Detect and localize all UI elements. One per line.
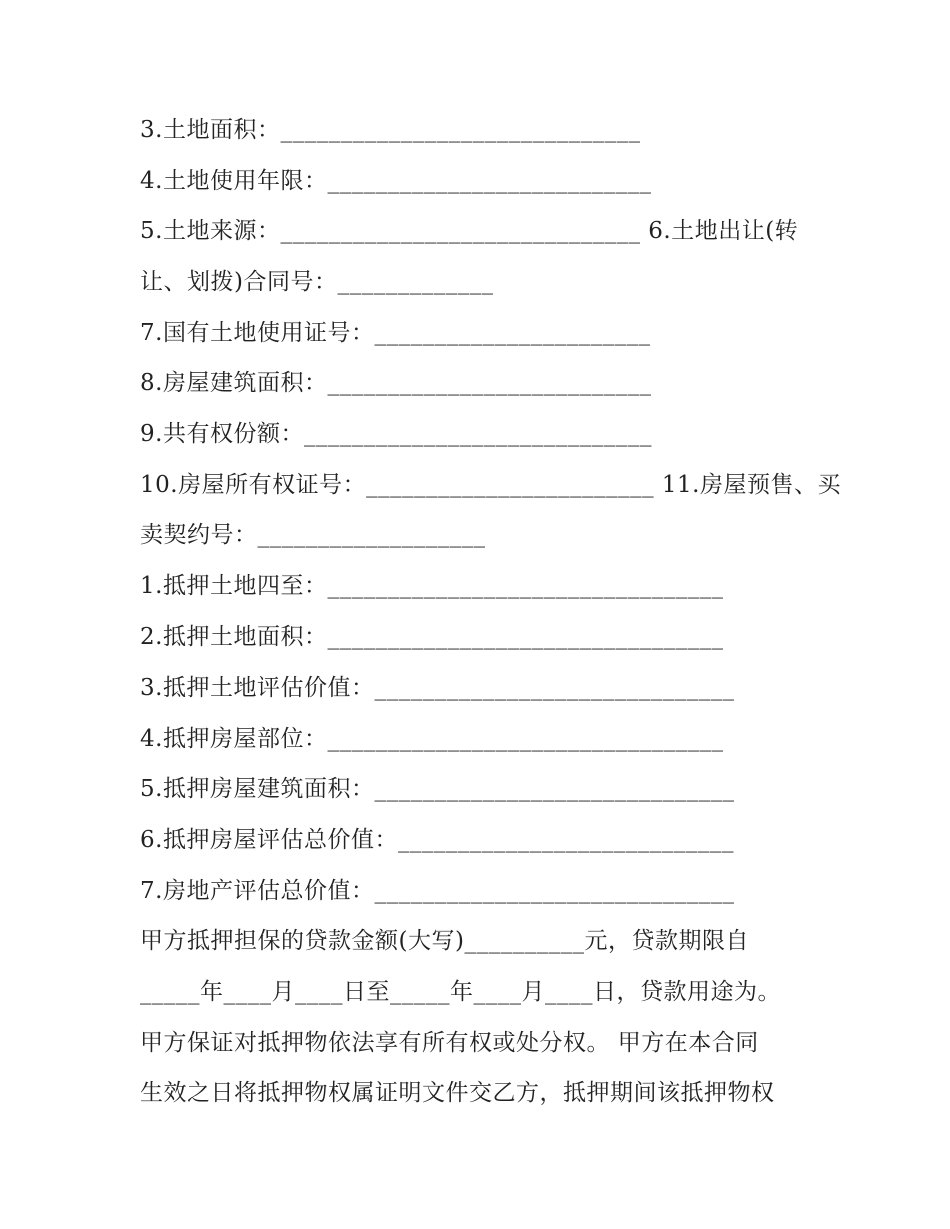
fill-blank: _________________________________ — [327, 726, 724, 752]
fill-blank: _____________________________ — [303, 421, 652, 447]
field-land-use-term — [140, 166, 651, 196]
field-real-estate-value — [140, 876, 734, 906]
field-mortgage-land-area — [140, 622, 723, 652]
paragraph-text: 月 — [521, 979, 545, 1005]
fill-blank: _______________________ — [374, 320, 651, 346]
fill-blank: _____ — [390, 979, 450, 1005]
paragraph-certificate-delivery — [140, 1078, 775, 1108]
fill-blank: _________________________________ — [327, 573, 724, 599]
field-sale-contract-number — [140, 520, 486, 550]
field-mortgage-land-boundaries — [140, 571, 723, 601]
fill-blank: ____________________________ — [397, 827, 734, 853]
field-label: 7.房地产评估总价值： — [140, 878, 375, 904]
field-label: 7.国有土地使用证号： — [140, 320, 375, 346]
paragraph-text: 日至 — [343, 979, 390, 1005]
field-house-ownership-certificate — [140, 470, 841, 500]
fill-blank: ____ — [545, 979, 593, 1005]
field-label: 8.房屋建筑面积： — [140, 370, 328, 396]
field-label: 3.土地面积： — [140, 117, 281, 143]
field-co-ownership-share — [140, 419, 652, 449]
field-label: 6.抵押房屋评估总价值： — [140, 827, 398, 853]
field-building-area — [140, 368, 651, 398]
fill-blank: ________________________ — [366, 472, 655, 498]
paragraph-text: 月 — [271, 979, 295, 1005]
fill-blank: ___________________________ — [327, 370, 652, 396]
fill-blank: ____ — [295, 979, 343, 1005]
paragraph-loan-term — [140, 977, 781, 1007]
field-state-land-certificate — [140, 318, 650, 348]
paragraph-text: 甲方保证对抵押物依法享有所有权或处分权。 甲方在本合同 — [140, 1030, 759, 1056]
paragraph-text: 元，贷款期限自 — [584, 928, 749, 954]
field-land-area — [140, 115, 640, 145]
field-label: 卖契约号： — [140, 522, 258, 548]
fill-blank: ______________________________ — [374, 878, 735, 904]
fill-blank: ______________________________ — [280, 117, 641, 143]
fill-blank: _____________ — [337, 269, 494, 295]
fill-blank: ____ — [473, 979, 522, 1005]
paragraph-text: 年 — [200, 979, 224, 1005]
field-label: 1.抵押土地四至： — [140, 573, 328, 599]
paragraph-text: 日，贷款用途为。 — [593, 979, 781, 1005]
field-label: 4.土地使用年限： — [140, 168, 328, 194]
paragraph-text: 生效之日将抵押物权属证明文件交乙方，抵押期间该抵押物权 — [140, 1080, 775, 1106]
field-label-continued: 6.土地出让(转 — [648, 218, 799, 244]
field-label: 让、划拨)合同号： — [140, 269, 338, 295]
fill-blank: __________ — [464, 928, 585, 954]
field-label: 5.抵押房屋建筑面积： — [140, 776, 375, 802]
field-label: 5.土地来源： — [140, 218, 281, 244]
field-land-source — [140, 216, 798, 246]
field-mortgage-land-value — [140, 673, 734, 703]
field-label: 2.抵押土地面积： — [140, 624, 328, 650]
paragraph-text: 甲方抵押担保的贷款金额(大写) — [140, 928, 465, 954]
paragraph-loan-amount — [140, 926, 749, 956]
fill-blank: ______________________________ — [280, 218, 641, 244]
field-land-contract-number — [140, 267, 493, 297]
field-label: 10.房屋所有权证号： — [140, 472, 367, 498]
fill-blank: _____ — [140, 979, 200, 1005]
fill-blank: ______________________________ — [374, 675, 735, 701]
fill-blank: _________________________________ — [327, 624, 724, 650]
field-label: 4.抵押房屋部位： — [140, 726, 328, 752]
field-mortgage-house-location — [140, 724, 723, 754]
field-label: 9.共有权份额： — [140, 421, 304, 447]
fill-blank: ____ — [223, 979, 272, 1005]
field-label-continued: 11.房屋预售、买 — [661, 472, 841, 498]
paragraph-text: 年 — [450, 979, 474, 1005]
field-mortgage-house-value — [140, 825, 734, 855]
paragraph-ownership-guarantee — [140, 1028, 759, 1058]
fill-blank: ______________________________ — [374, 776, 735, 802]
fill-blank: ___________________________ — [327, 168, 652, 194]
field-mortgage-house-area — [140, 774, 734, 804]
fill-blank: ___________________ — [257, 522, 486, 548]
field-label: 3.抵押土地评估价值： — [140, 675, 375, 701]
